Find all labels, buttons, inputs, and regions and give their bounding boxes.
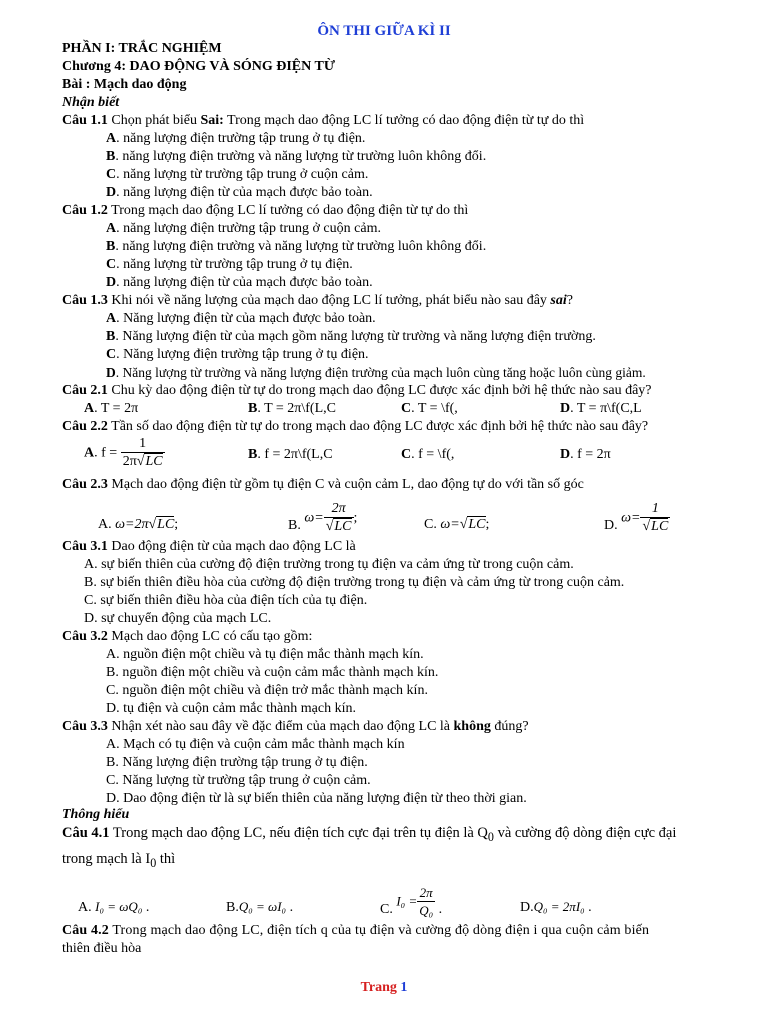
option-letter: B: [106, 149, 116, 164]
option-text: . năng lượng điện trường và năng lượng từ trường luôn không đổi.: [115, 239, 487, 254]
option-expression: ω=2π: [115, 517, 149, 532]
option-c: C. sự biến thiên điều hòa của điện tích của tụ điện.: [84, 593, 368, 608]
page-title: ÔN THI GIỮA KÌ II: [317, 23, 451, 39]
option-b: B. nguồn điện một chiều và cuộn cảm mắc thành mạch kín.: [106, 665, 439, 680]
question-end: đúng?: [490, 719, 529, 734]
option-letter: D: [106, 185, 117, 200]
question-4-2-line2: thiên điều hòa: [62, 941, 142, 956]
option-letter: B: [248, 401, 258, 416]
question-text: Nhận xét nào sau đây về đặc điểm của mạch dao động LC là: [107, 719, 454, 734]
option-end: .: [588, 900, 592, 915]
option-text: . f = \f(,: [411, 447, 455, 462]
option-letter: A: [106, 221, 117, 236]
option-letter: B.: [226, 900, 239, 915]
sqrt-argument: LC: [145, 454, 163, 469]
fraction: [640, 501, 670, 536]
option-d: D. Dao động điện từ là sự biến thiên của năng lượng điện từ theo thời gian.: [106, 791, 527, 806]
question-4-1-line2: [62, 850, 175, 872]
level-heading-recognition: Nhận biết: [62, 95, 120, 110]
subscript: 0: [150, 855, 157, 870]
fraction-numerator: 1: [121, 436, 165, 453]
option-b: [248, 446, 333, 464]
fraction-denominator: √LC: [642, 519, 669, 534]
question-number: Câu 3.3: [62, 719, 108, 734]
sqrt-argument: LC: [468, 517, 486, 532]
option-text: . năng lượng điện trường tập trung ở tụ điện.: [116, 131, 366, 146]
option-text: . Năng lượng điện trường tập trung ở tụ điện.: [116, 347, 369, 362]
subscript: 0: [487, 829, 494, 844]
question-number: Câu 3.2: [62, 629, 108, 644]
question-end: ?: [566, 293, 573, 308]
option-d: [560, 400, 642, 418]
option-end: .: [438, 902, 443, 917]
option-text: . f = 2π\f(L,C: [257, 447, 333, 462]
question-number: Câu 4.2: [62, 923, 109, 938]
option-b: B. sự biến thiên điều hòa của cường độ điện trường trong tụ điện và cảm ứng từ trong cuộn cảm.: [84, 575, 625, 590]
fraction-denominator: √LC: [325, 519, 352, 534]
option-c: C. ω=√LC;: [424, 517, 490, 532]
fraction-numerator: 2π: [417, 885, 435, 902]
option-b: [106, 238, 486, 256]
option-end: ;: [485, 517, 490, 532]
option-c: [106, 166, 368, 184]
option-text: . năng lượng điện trường và năng lượng từ trường luôn không đổi.: [115, 149, 487, 164]
fraction-denominator: Q₀: [419, 903, 434, 918]
option-b: [106, 328, 596, 346]
option-d: D. tụ điện và cuộn cảm mắc thành mạch kín.: [106, 701, 356, 716]
option-letter: B.: [288, 518, 301, 533]
option-b: [226, 898, 293, 917]
question-1-2: [62, 202, 468, 220]
option-lhs: I₀ =: [396, 893, 418, 909]
option-c: [380, 874, 442, 920]
option-expression: ω=: [440, 517, 460, 532]
option-c: C. nguồn điện một chiều và điện trở mắc thành mạch kín.: [106, 683, 428, 698]
question-text-end: thì: [156, 851, 176, 867]
option-b: [288, 494, 357, 536]
option-a: [84, 400, 138, 418]
fraction: [324, 501, 354, 536]
question-keyword: không: [453, 719, 491, 734]
option-letter: A.: [78, 900, 92, 915]
question-4-1: [62, 824, 676, 846]
option-letter: C: [106, 347, 117, 362]
option-c: [106, 256, 353, 274]
option-text: . T = 2π\f(L,C: [257, 401, 336, 416]
question-text: Trong mạch dao động LC lí tưởng có dao động điện từ tự do thì: [107, 203, 469, 218]
option-d: [106, 274, 373, 292]
option-letter: C.: [380, 902, 393, 917]
question-text: Mạch dao động điện từ gồm tụ điện C và cuộn cảm L, dao động tự do với tần số góc: [107, 477, 584, 492]
question-2-1: [62, 382, 652, 400]
question-number: Câu 2.3: [62, 477, 108, 492]
option-text: . f =: [94, 445, 121, 461]
option-letter: C.: [424, 517, 437, 532]
footer-page-word: Trang: [360, 980, 397, 995]
fraction-numerator: 1: [640, 501, 670, 518]
level-heading-comprehension: Thông hiểu: [62, 807, 130, 822]
question-1-3: [62, 292, 573, 310]
option-letter: A: [84, 401, 95, 416]
option-d: [106, 364, 646, 382]
footer-page-number: 1: [400, 980, 408, 995]
question-text: Trong mạch dao động LC lí tưởng có dao động điện từ tự do thì: [223, 113, 585, 128]
option-end: ;: [353, 510, 358, 526]
question-text-cont: và cường độ dòng điện cực đại: [493, 825, 677, 841]
question-number: Câu 2.1: [62, 383, 108, 398]
option-b: [248, 400, 336, 418]
fraction-numerator: 2π: [324, 501, 354, 518]
option-d: [560, 446, 611, 464]
option-letter: C: [106, 257, 117, 272]
option-c: C. Năng lượng từ trường tập trung ở cuộn cảm.: [106, 773, 371, 788]
option-a: [84, 436, 165, 471]
option-b: [106, 148, 486, 166]
option-text: . năng lượng điện từ của mạch được bảo toàn.: [116, 185, 373, 200]
question-2-3: [62, 476, 584, 494]
question-3-2: [62, 628, 312, 646]
option-expression: Q₀ = ωI₀: [238, 899, 287, 914]
question-number: Câu 4.1: [62, 825, 110, 841]
option-letter: B: [106, 239, 116, 254]
question-number: Câu 1.1: [62, 113, 108, 128]
option-letter: D: [560, 447, 571, 462]
question-number: Câu 3.1: [62, 539, 108, 554]
option-text: . năng lượng từ trường tập trung ở tụ điện.: [116, 257, 353, 272]
option-a: A. sự biến thiên của cường độ điện trường trong tụ điện va cảm ứng từ trong cuộn cảm.: [84, 557, 574, 572]
option-letter: C: [401, 447, 412, 462]
option-letter: B: [106, 329, 116, 344]
option-text: . T = π\f(C,L: [570, 401, 642, 416]
option-lhs: ω=: [621, 510, 641, 526]
chapter-heading: Chương 4: DAO ĐỘNG VÀ SÓNG ĐIỆN TỪ: [62, 59, 335, 74]
question-text: Trong mạch dao động LC, điện tích q của tụ điện và cường độ dòng điện i qua cuộn cảm biến: [108, 923, 650, 938]
option-letter: A.: [98, 517, 112, 532]
question-number: Câu 2.2: [62, 419, 108, 434]
sqrt-argument: LC: [157, 517, 175, 532]
option-d: [604, 494, 670, 536]
option-letter: D.: [604, 518, 618, 533]
lesson-heading: Bài : Mạch dao động: [62, 77, 187, 92]
option-a: A. nguồn điện một chiều và tụ điện mắc thành mạch kín.: [106, 647, 424, 662]
question-keyword: Sai:: [200, 113, 224, 128]
option-a: [106, 310, 376, 328]
question-keyword: sai: [550, 293, 567, 308]
option-letter: C: [106, 167, 117, 182]
option-end: ;: [174, 517, 179, 532]
option-lhs: ω=: [304, 510, 324, 526]
option-c: [401, 400, 458, 418]
option-c: [401, 446, 454, 464]
option-expression: Q₀ = 2πI₀: [533, 899, 585, 914]
option-letter: A: [106, 311, 117, 326]
question-prefix: Chọn phát biểu: [107, 113, 201, 128]
option-letter: A: [106, 131, 117, 146]
sqrt-argument: LC: [651, 519, 669, 534]
option-b: B. Năng lượng điện trường tập trung ở tụ điện.: [106, 755, 368, 770]
fraction: [121, 436, 165, 471]
sqrt-argument: LC: [334, 519, 352, 534]
option-c: [106, 346, 369, 364]
option-letter: D: [106, 275, 117, 290]
option-expression: I₀ = ωQ₀: [95, 899, 143, 914]
option-end: .: [145, 900, 150, 915]
option-letter: D.: [520, 900, 534, 915]
option-text: . f = 2π: [570, 447, 611, 462]
part-heading: PHẦN I: TRẮC NGHIỆM: [62, 41, 222, 56]
question-text: Trong mạch dao động LC, nếu điện tích cực đại trên tụ điện là Q: [109, 825, 488, 841]
option-letter: D: [560, 401, 571, 416]
question-2-2: [62, 418, 648, 436]
option-text: . T = \f(,: [411, 401, 458, 416]
denominator-coef: 2π: [122, 454, 137, 469]
option-text: . Năng lượng điện từ của mạch được bảo toàn.: [116, 311, 376, 326]
question-text: Chu kỳ dao động điện từ tự do trong mạch dao động LC được xác định bởi hệ thức nào sau đây?: [107, 383, 652, 398]
question-3-1: [62, 538, 356, 556]
page-footer: [0, 980, 768, 996]
option-d: [106, 184, 373, 202]
question-text-cont: trong mạch là I: [62, 851, 151, 867]
question-text: Tần số dao động điện từ tự do trong mạch dao động LC được xác định bởi hệ thức nào sau đây?: [107, 419, 649, 434]
option-text: . năng lượng từ trường tập trung ở cuộn cảm.: [116, 167, 369, 182]
option-letter: A: [84, 445, 95, 461]
fraction: [417, 885, 435, 920]
option-a: A. Mạch có tụ điện và cuộn cảm mắc thành mạch kín: [106, 737, 405, 752]
option-text: . Năng lượng điện từ của mạch gồm năng lượng từ trường và năng lượng điện trường.: [115, 329, 596, 344]
option-d: D. sự chuyển động của mạch LC.: [84, 611, 272, 626]
option-d: [520, 898, 592, 917]
option-a: A. ω=2π√LC;: [98, 517, 179, 532]
option-a: [78, 898, 149, 917]
option-letter: C: [401, 401, 412, 416]
option-letter: B: [248, 447, 258, 462]
question-number: Câu 1.3: [62, 293, 108, 308]
option-a: [106, 130, 365, 148]
question-3-3: [62, 718, 529, 736]
fraction-denominator: 2π√LC: [122, 454, 163, 469]
question-text: Dao động điện từ của mạch dao động LC là: [107, 539, 356, 554]
question-number: Câu 1.2: [62, 203, 108, 218]
option-text: . năng lượng điện trường tập trung ở cuộn cảm.: [116, 221, 381, 236]
option-text: . T = 2π: [94, 401, 139, 416]
question-4-2: [62, 922, 649, 940]
question-text: Mạch dao động LC có cấu tạo gồm:: [107, 629, 313, 644]
question-text: Khi nói về năng lượng của mạch dao động LC lí tưởng, phát biểu nào sau đây: [107, 293, 551, 308]
option-text: . năng lượng điện từ của mạch được bảo toàn.: [116, 275, 373, 290]
question-1-1: [62, 112, 584, 130]
option-end: .: [289, 900, 294, 915]
option-text: . Năng lượng từ trường và năng lượng điện trường của mạch luôn cùng tăng hoặc luôn cùng giảm.: [115, 365, 646, 380]
option-letter: D: [106, 365, 116, 380]
option-a: [106, 220, 381, 238]
